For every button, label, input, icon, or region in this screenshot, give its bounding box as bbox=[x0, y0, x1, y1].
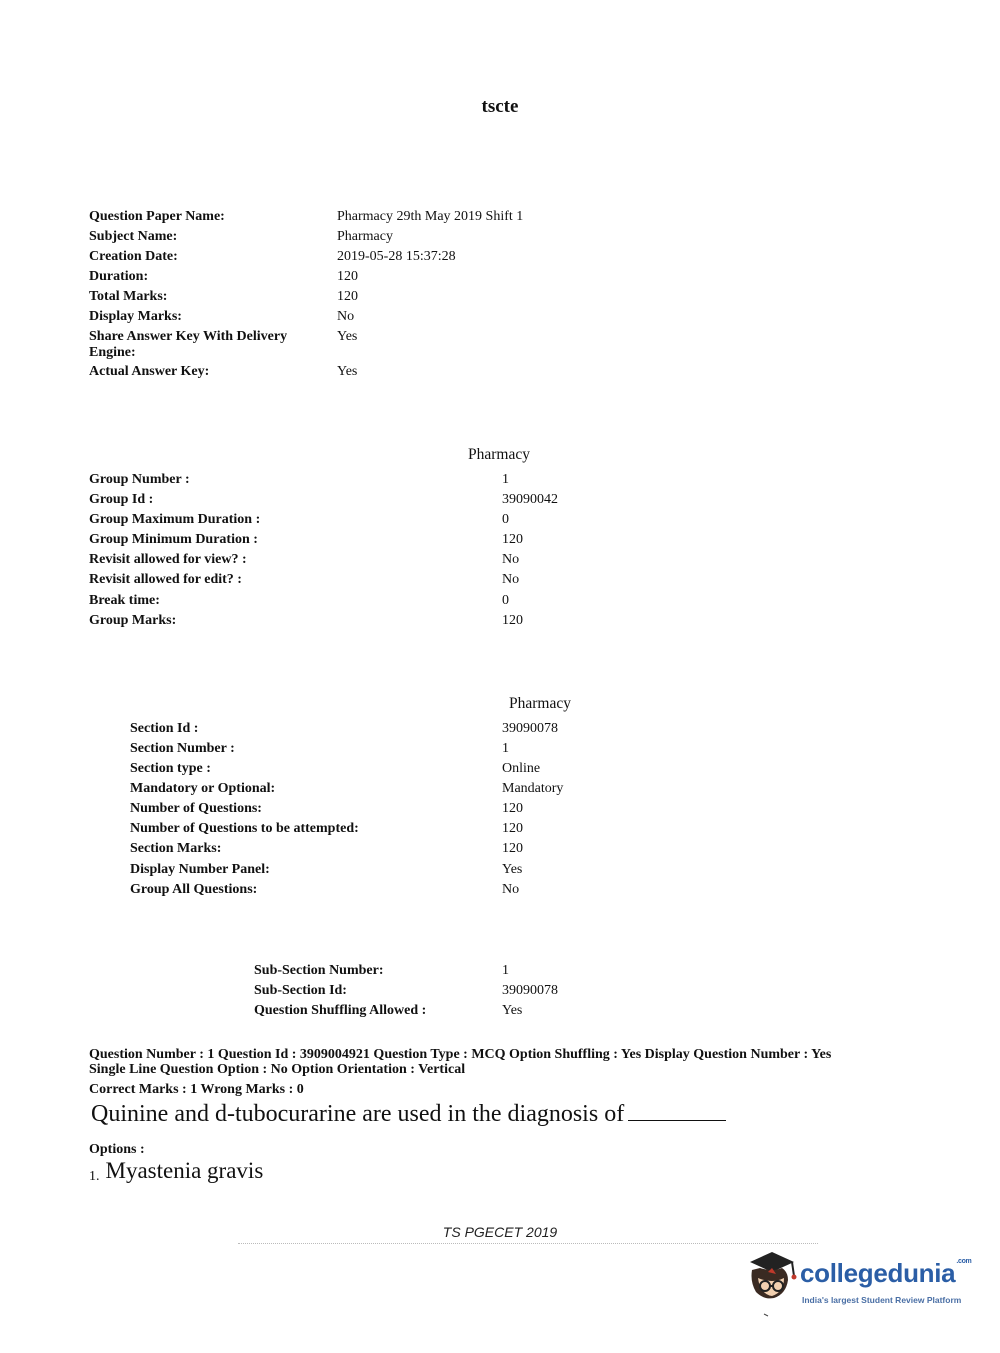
page-title: tscte bbox=[481, 96, 519, 117]
question-text-line bbox=[91, 1100, 726, 1128]
question-marks: Correct Marks : 1 Wrong Marks : 0 bbox=[89, 1082, 304, 1097]
page-footer: TS PGECET 2019 bbox=[442, 1224, 558, 1240]
logo-suffix: .com bbox=[956, 1258, 972, 1265]
revisit-view-label: Revisit allowed for view? : bbox=[89, 552, 247, 567]
share-answer-key-label: Share Answer Key With Delivery Engine: bbox=[89, 329, 288, 360]
group-number-value: 1 bbox=[502, 472, 509, 487]
duration-value: 120 bbox=[337, 269, 358, 284]
option-text: Myastenia gravis bbox=[105, 1158, 264, 1183]
display-number-panel-value: Yes bbox=[502, 862, 523, 877]
options-label: Options : bbox=[89, 1142, 145, 1157]
question-shuffling-value: Yes bbox=[502, 1003, 523, 1018]
logo-brand: collegedunia$^{.com}$ bbox=[800, 1258, 972, 1288]
section-marks-label: Section Marks: bbox=[130, 841, 222, 856]
option-number: 1. bbox=[89, 1169, 100, 1184]
mandatory-optional-label: Mandatory or Optional: bbox=[130, 781, 276, 796]
section-type-label: Section type : bbox=[130, 761, 211, 776]
group-max-duration-label: Group Maximum Duration : bbox=[89, 512, 261, 527]
creation-date-value: 2019-05-28 15:37:28 bbox=[337, 249, 456, 264]
section-id-label: Section Id : bbox=[130, 721, 199, 736]
group-heading: Pharmacy bbox=[468, 446, 530, 463]
subject-name-label: Subject Name: bbox=[89, 229, 178, 244]
actual-answer-key-value: Yes bbox=[337, 364, 358, 379]
subject-name-value: Pharmacy bbox=[337, 229, 393, 244]
section-heading: Pharmacy bbox=[509, 695, 571, 712]
number-of-questions-value: 120 bbox=[502, 801, 523, 816]
group-max-duration-value: 0 bbox=[502, 512, 509, 527]
revisit-edit-label: Revisit allowed for edit? : bbox=[89, 572, 242, 587]
section-number-label: Section Number : bbox=[130, 741, 235, 756]
share-answer-key-value: Yes bbox=[337, 329, 358, 344]
group-all-questions-value: No bbox=[502, 882, 520, 897]
break-time-label: Break time: bbox=[89, 593, 160, 608]
paper-name-label: Question Paper Name: bbox=[89, 209, 225, 224]
group-marks-label: Group Marks: bbox=[89, 613, 177, 628]
group-all-questions-label: Group All Questions: bbox=[130, 882, 258, 897]
break-time-value: 0 bbox=[502, 593, 509, 608]
section-type-value: Online bbox=[502, 761, 541, 776]
total-marks-value: 120 bbox=[337, 289, 358, 304]
group-number-label: Group Number : bbox=[89, 472, 190, 487]
creation-date-label: Creation Date: bbox=[89, 249, 178, 264]
paper-name-value: Pharmacy 29th May 2019 Shift 1 bbox=[337, 209, 524, 224]
duration-label: Duration: bbox=[89, 269, 149, 284]
answer-blank bbox=[628, 1100, 726, 1121]
footer-divider bbox=[238, 1243, 818, 1246]
questions-attempted-value: 120 bbox=[502, 821, 523, 836]
question-text: Quinine and d-tubocurarine are used in the diagnosis of bbox=[91, 1101, 625, 1127]
display-marks-label: Display Marks: bbox=[89, 309, 182, 324]
question-meta-line2: Single Line Question Option : No Option Orientation : Vertical bbox=[89, 1062, 466, 1077]
student-mascot-icon bbox=[742, 1248, 802, 1318]
group-id-value: 39090042 bbox=[502, 492, 558, 507]
logo-tagline: India's largest Student Review Platform bbox=[802, 1295, 962, 1305]
option-item bbox=[89, 1158, 263, 1184]
question-shuffling-label: Question Shuffling Allowed : bbox=[254, 1003, 427, 1018]
revisit-view-value: No bbox=[502, 552, 520, 567]
revisit-edit-value: No bbox=[502, 572, 520, 587]
group-marks-value: 120 bbox=[502, 613, 523, 628]
display-marks-value: No bbox=[337, 309, 355, 324]
question-meta-line1: Question Number : 1 Question Id : 3909004921 Question Type : MCQ Option Shuffling : Yes Display Question Number : Yes bbox=[89, 1047, 832, 1062]
actual-answer-key-label: Actual Answer Key: bbox=[89, 364, 210, 379]
group-id-label: Group Id : bbox=[89, 492, 154, 507]
group-min-duration-label: Group Minimum Duration : bbox=[89, 532, 258, 547]
mandatory-optional-value: Mandatory bbox=[502, 781, 564, 796]
subsection-id-label: Sub-Section Id: bbox=[254, 983, 347, 998]
total-marks-label: Total Marks: bbox=[89, 289, 168, 304]
group-min-duration-value: 120 bbox=[502, 532, 523, 547]
subsection-number-label: Sub-Section Number: bbox=[254, 963, 384, 978]
questions-attempted-label: Number of Questions to be attempted: bbox=[130, 821, 359, 836]
section-marks-value: 120 bbox=[502, 841, 523, 856]
number-of-questions-label: Number of Questions: bbox=[130, 801, 262, 816]
collegedunia-logo bbox=[742, 1248, 972, 1318]
section-number-value: 1 bbox=[502, 741, 509, 756]
subsection-number-value: 1 bbox=[502, 963, 509, 978]
section-id-value: 39090078 bbox=[502, 721, 558, 736]
display-number-panel-label: Display Number Panel: bbox=[130, 862, 270, 877]
subsection-id-value: 39090078 bbox=[502, 983, 558, 998]
